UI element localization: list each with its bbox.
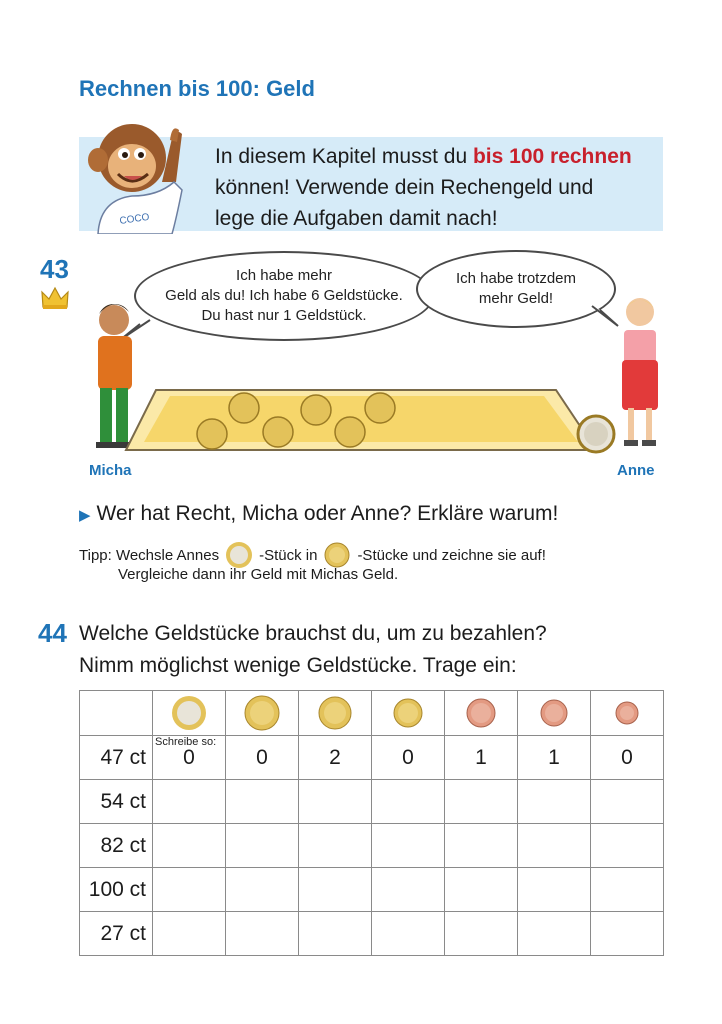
coins-scene-illustration [86,290,666,462]
table-cell: 0 [591,736,664,780]
input-cell[interactable] [226,780,299,824]
one-euro-coin-icon [169,693,209,733]
row-label: 54 ct [80,780,153,824]
input-cell[interactable] [153,912,226,956]
crown-icon [40,285,70,311]
fifty-cent-coin-icon [242,693,282,733]
row-label: 100 ct [80,868,153,912]
monkey-mascot-illustration [84,112,196,234]
twenty-cent-coin-icon [315,693,355,733]
page-title: Rechnen bis 100: Geld [79,76,315,101]
input-cell[interactable] [299,868,372,912]
header-cell-one-euro [153,691,226,736]
input-cell[interactable] [445,912,518,956]
input-cell[interactable] [591,912,664,956]
table-corner-cell [80,691,153,736]
table-row [80,780,664,824]
bubble-micha-line3: Du hast nur 1 Geldstück. [201,307,367,324]
input-cell[interactable] [518,780,591,824]
header-cell-five-cent [445,691,518,736]
triangle-bullet-icon: ▶ [79,507,91,524]
question-43 [79,502,558,526]
table-header-row [80,691,664,736]
input-cell[interactable] [591,868,664,912]
row-label: 27 ct [80,912,153,956]
header-cell-two-cent [518,691,591,736]
input-cell[interactable] [299,780,372,824]
header-cell-twenty-cent [299,691,372,736]
table-cell [153,736,226,780]
table-cell: 0 [372,736,445,780]
one-euro-coin-icon [223,541,255,569]
input-cell[interactable] [372,912,445,956]
intro-line1: In diesem Kapitel musst du [215,145,473,168]
table-row [80,912,664,956]
table-cell: 2 [299,736,372,780]
intro-line3: lege die Aufgaben damit nach! [215,207,498,230]
task-number-43: 43 [40,254,69,284]
bubble-anne-line1: Ich habe trotzdem [455,270,577,287]
input-cell[interactable] [518,912,591,956]
input-cell[interactable] [372,868,445,912]
name-label-micha: Micha [89,462,132,479]
row-label: 47 ct [80,736,153,780]
input-cell[interactable] [226,912,299,956]
bubble-micha-line1: Ich habe mehr [236,267,332,284]
input-cell[interactable] [153,824,226,868]
tipp-line2: Vergleiche dann ihr Geld mit Michas Geld. [118,566,399,583]
two-cent-coin-icon [534,693,574,733]
intro-highlight: bis 100 rechnen [472,145,632,168]
input-cell[interactable] [445,780,518,824]
input-cell[interactable] [518,868,591,912]
table-cell: 0 [226,736,299,780]
tipp-text-a: Tipp: Wechsle Annes [79,546,220,564]
bubble-anne-line2: mehr Geld! [478,290,554,307]
cell-value: 0 [183,745,195,769]
input-cell[interactable] [226,868,299,912]
header-cell-fifty-cent [226,691,299,736]
coin-table [79,690,664,956]
task44-instructions [79,618,547,682]
tipp-line1 [79,541,546,569]
input-cell[interactable] [299,824,372,868]
shirt-text: COCO [118,211,151,227]
header-cell-ten-cent [372,691,445,736]
task44-line1: Welche Geldstücke brauchst du, um zu bezahlen? [79,622,547,645]
input-cell[interactable] [445,824,518,868]
table-row [80,868,664,912]
table-cell: 1 [445,736,518,780]
intro-text [215,141,632,234]
input-cell[interactable] [299,912,372,956]
input-cell[interactable] [372,780,445,824]
input-cell[interactable] [445,868,518,912]
bubble-micha-line2: Geld als du! Ich habe 6 Geldstücke. [165,287,403,304]
one-cent-coin-icon [607,693,647,733]
header-cell-one-cent [591,691,664,736]
table-cell: 1 [518,736,591,780]
ten-cent-coin-icon [321,541,353,569]
input-cell[interactable] [591,780,664,824]
name-label-anne: Anne [617,462,655,479]
input-cell[interactable] [153,780,226,824]
input-cell[interactable] [372,824,445,868]
input-cell[interactable] [518,824,591,868]
tipp-text-c: -Stücke und zeichne sie auf! [357,546,546,564]
input-cell[interactable] [591,824,664,868]
ten-cent-coin-icon [388,693,428,733]
intro-line2: können! Verwende dein Rechengeld und [215,176,594,199]
girl-anne-figure [622,298,658,446]
input-cell[interactable] [226,824,299,868]
table-row [80,824,664,868]
five-cent-coin-icon [461,693,501,733]
example-hint: Schreibe so: [155,736,217,748]
table-row [80,736,664,780]
boy-micha-figure [96,304,132,448]
tipp-text-b: -Stück in [259,546,318,564]
input-cell[interactable] [153,868,226,912]
question-text: Wer hat Recht, Micha oder Anne? Erkläre warum! [96,502,559,525]
task-number-44: 44 [38,618,67,648]
task44-line2: Nimm möglichst wenige Geldstücke. Trage ein: [79,654,517,677]
row-label: 82 ct [80,824,153,868]
